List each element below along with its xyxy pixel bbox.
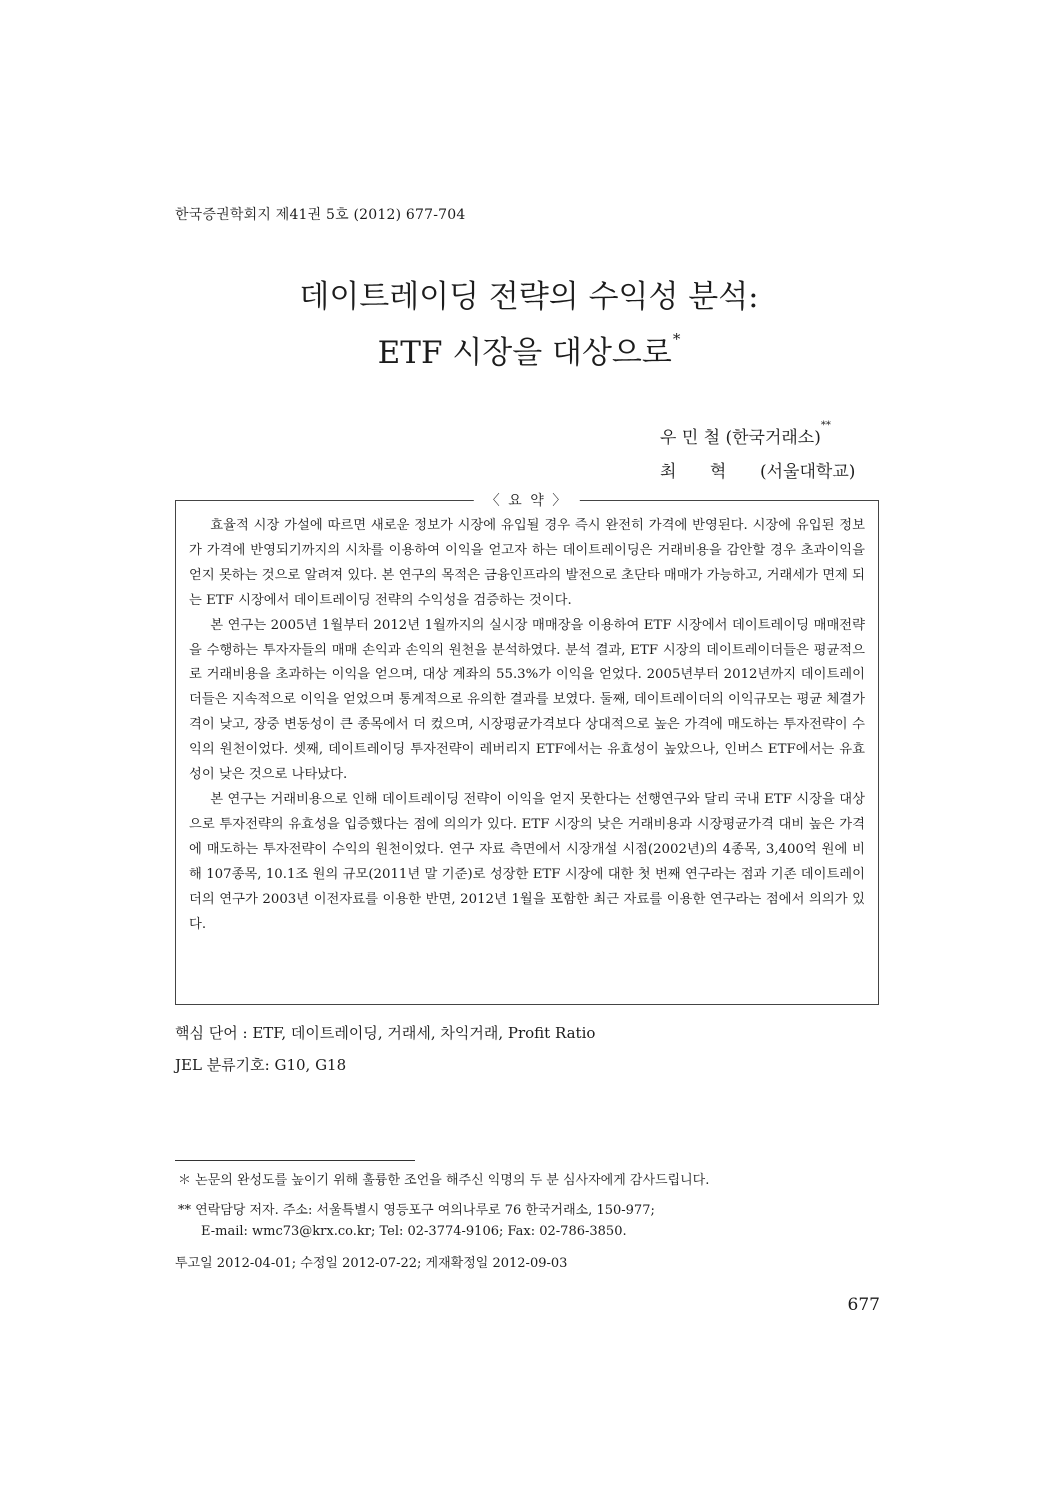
abstract-paragraph-2: 본 연구는 2005년 1월부터 2012년 1월까지의 실시장 매매장을 이용하여 ETF 시장에서 데이트레이딩 매매전략을 수행하는 투자자들의 매매 손익과 손익의 원천을 분석하였다. 분석 결과, ETF 시장의 데이트레이더들은 평균적으로 거래비용을 초과하는 이익을 얻으며, 대상 계좌의 55.3%가 이익을 얻었다. 2005년부터 2012년까지 데이트레이더들은 지속적으로 이익을 얻었으며 통계적으로 유의한 결과를 보였다. 둘째, 데이트레이더의 이익규모는 평균 체결가격이 낮고, 장중 변동성이 큰 종목에서 더 컸으며, 시장평균가격보다 상대적으로 높은 가격에 매도하는 투자전략이 수익의 원천이었다. 셋째, 데이트레이딩 투자전략이 레버리지 ETF에서는 유효성이 높았으나, 인버스 ETF에서는 유효성이 낮은 것으로 나타났다. xyxy=(189,617,865,783)
author-2-name: 최 혁 xyxy=(660,462,741,482)
footnote-divider xyxy=(175,1160,415,1161)
submission-dates: 투고일 2012-04-01; 수정일 2012-07-22; 게재확정일 2012-09-03 xyxy=(175,1256,568,1271)
author-2-affiliation: (서울대학교) xyxy=(760,462,856,482)
journal-header: 한국증권학회지 제41권 5호 (2012) 677-704 xyxy=(175,207,466,223)
abstract-paragraph-3: 본 연구는 거래비용으로 인해 데이트레이딩 전략이 이익을 얻지 못한다는 선행연구와 달리 국내 ETF 시장을 대상으로 투자전략의 유효성을 입증했다는 점에 의의가 있다. ETF 시장의 낮은 거래비용과 시장평균가격 대비 높은 가격에 매도하는 투자전략이 수익의 원천이었다. 연구 자료 측면에서 시장개설 시점(2002년)의 4종목, 3,400억 원에 비해 107종목, 10.1조 원의 규모(2011년 말 기준)로 성장한 ETF 시장에 대한 첫 번째 연구라는 점과 기존 데이트레이더의 연구가 2003년 이전자료를 이용한 반면, 2012년 1월을 포함한 최근 자료를 이용한 연구라는 점에서 의의가 있다. xyxy=(189,791,865,932)
paper-title-line1: 데이트레이딩 전략의 수익성 분석: xyxy=(299,279,759,315)
author-1-mark: ** xyxy=(820,420,831,431)
jel-codes: JEL 분류기호: G10, G18 xyxy=(175,1056,347,1074)
author-2 xyxy=(660,457,855,482)
paper-title-line2-text: ETF 시장을 대상으로 xyxy=(377,335,672,371)
abstract-box xyxy=(175,493,879,1005)
keywords: 핵심 단어 : ETF, 데이트레이딩, 거래세, 차익거래, Profit Ratio xyxy=(175,1024,596,1042)
footnote-contact: E-mail: wmc73@krx.co.kr; Tel: 02-3774-9106; Fax: 02-786-3850. xyxy=(201,1224,627,1239)
footnote-address: ** 연락담당 저자. 주소: 서울특별시 영등포구 여의나루로 76 한국거래소, 150-977; xyxy=(178,1203,655,1218)
author-1-affiliation: (한국거래소) xyxy=(725,428,821,448)
abstract-paragraph-1: 효율적 시장 가설에 따르면 새로운 정보가 시장에 유입될 경우 즉시 완전히 가격에 반영된다. 시장에 유입된 정보가 가격에 반영되기까지의 시차를 이용하여 이익을 얻고자 하는 데이트레이딩은 거래비용을 감안할 경우 초과이익을 얻지 못하는 것으로 알려져 있다. 본 연구의 목적은 금융인프라의 발전으로 초단타 매매가 가능하고, 거래세가 면제 되는 ETF 시장에서 데이트레이딩 전략의 수익성을 검증하는 것이다. xyxy=(189,518,865,608)
paper-title-line2 xyxy=(0,330,1058,371)
abstract-body xyxy=(189,514,865,937)
footnote-acknowledgement: ＊ 논문의 완성도를 높이기 위해 훌륭한 조언을 해주신 익명의 두 분 심사자에게 감사드립니다. xyxy=(178,1173,710,1188)
footnote-corresponding-author xyxy=(178,1200,655,1242)
author-1 xyxy=(660,420,831,448)
page-number: 677 xyxy=(847,1295,880,1315)
abstract-heading: 〈 요 약 〉 xyxy=(474,490,580,510)
author-1-name: 우 민 철 xyxy=(660,428,721,448)
title-footnote-mark: * xyxy=(672,330,681,348)
